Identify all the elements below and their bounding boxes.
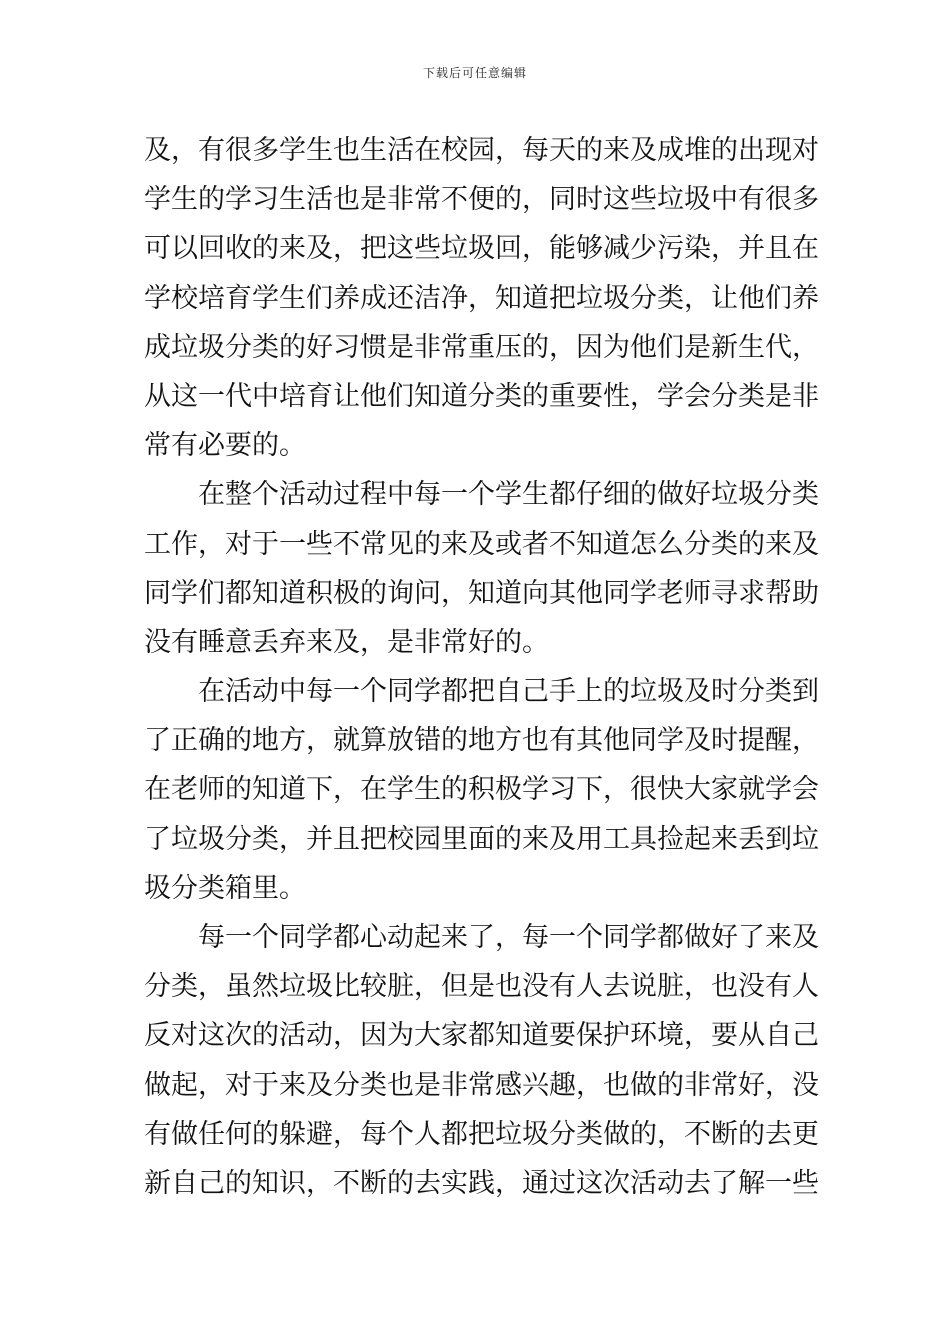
text-line: 做起，对于来及分类也是非常感兴趣，也做的非常好，没	[144, 1069, 819, 1101]
text-line: 在活动中每一个同学都把自己手上的垃圾及时分类到	[144, 676, 819, 708]
text-line: 工作，对于一些不常见的来及或者不知道怎么分类的来及	[144, 528, 819, 560]
paragraph	[144, 470, 819, 667]
text-line: 了正确的地方，就算放错的地方也有其他同学及时提醒，	[144, 725, 819, 757]
text-line: 学生的学习生活也是非常不便的，同时这些垃圾中有很多	[144, 184, 819, 216]
text-line: 反对这次的活动，因为大家都知道要保护环境，要从自己	[144, 1020, 819, 1052]
text-line: 分类，虽然垃圾比较脏，但是也没有人去说脏，也没有人	[144, 971, 819, 1003]
document-body	[144, 126, 819, 1208]
text-line: 新自己的知识，不断的去实践，通过这次活动去了解一些	[144, 1167, 819, 1199]
paragraph	[144, 667, 819, 913]
text-line: 成垃圾分类的好习惯是非常重压的，因为他们是新生代，	[144, 331, 819, 363]
text-line: 了垃圾分类，并且把校园里面的来及用工具捡起来丢到垃	[144, 823, 819, 855]
text-line: 有做任何的躲避，每个人都把垃圾分类做的，不断的去更	[144, 1118, 819, 1150]
page-header: 下载后可任意编辑	[422, 66, 527, 80]
text-line: 学校培育学生们养成还洁净，知道把垃圾分类，让他们养	[144, 282, 819, 314]
text-line: 在整个活动过程中每一个学生都仔细的做好垃圾分类	[144, 479, 819, 511]
text-line: 常有必要的。	[144, 430, 306, 462]
paragraph	[144, 126, 819, 470]
text-line: 每一个同学都心动起来了，每一个同学都做好了来及	[144, 922, 819, 953]
text-line: 在老师的知道下，在学生的积极学习下，很快大家就学会	[144, 774, 819, 806]
text-line: 没有睡意丢弃来及，是非常好的。	[144, 626, 549, 658]
text-line: 从这一代中培育让他们知道分类的重要性，学会分类是非	[144, 380, 819, 412]
text-line: 同学们都知道积极的询问，知道向其他同学老师寻求帮助	[144, 577, 819, 609]
text-line: 圾分类箱里。	[144, 872, 306, 904]
text-line: 及，有很多学生也生活在校园，每天的来及成堆的出现对	[144, 135, 819, 166]
paragraph	[144, 913, 819, 1208]
text-line: 可以回收的来及，把这些垃圾回，能够减少污染，并且在	[144, 233, 819, 265]
